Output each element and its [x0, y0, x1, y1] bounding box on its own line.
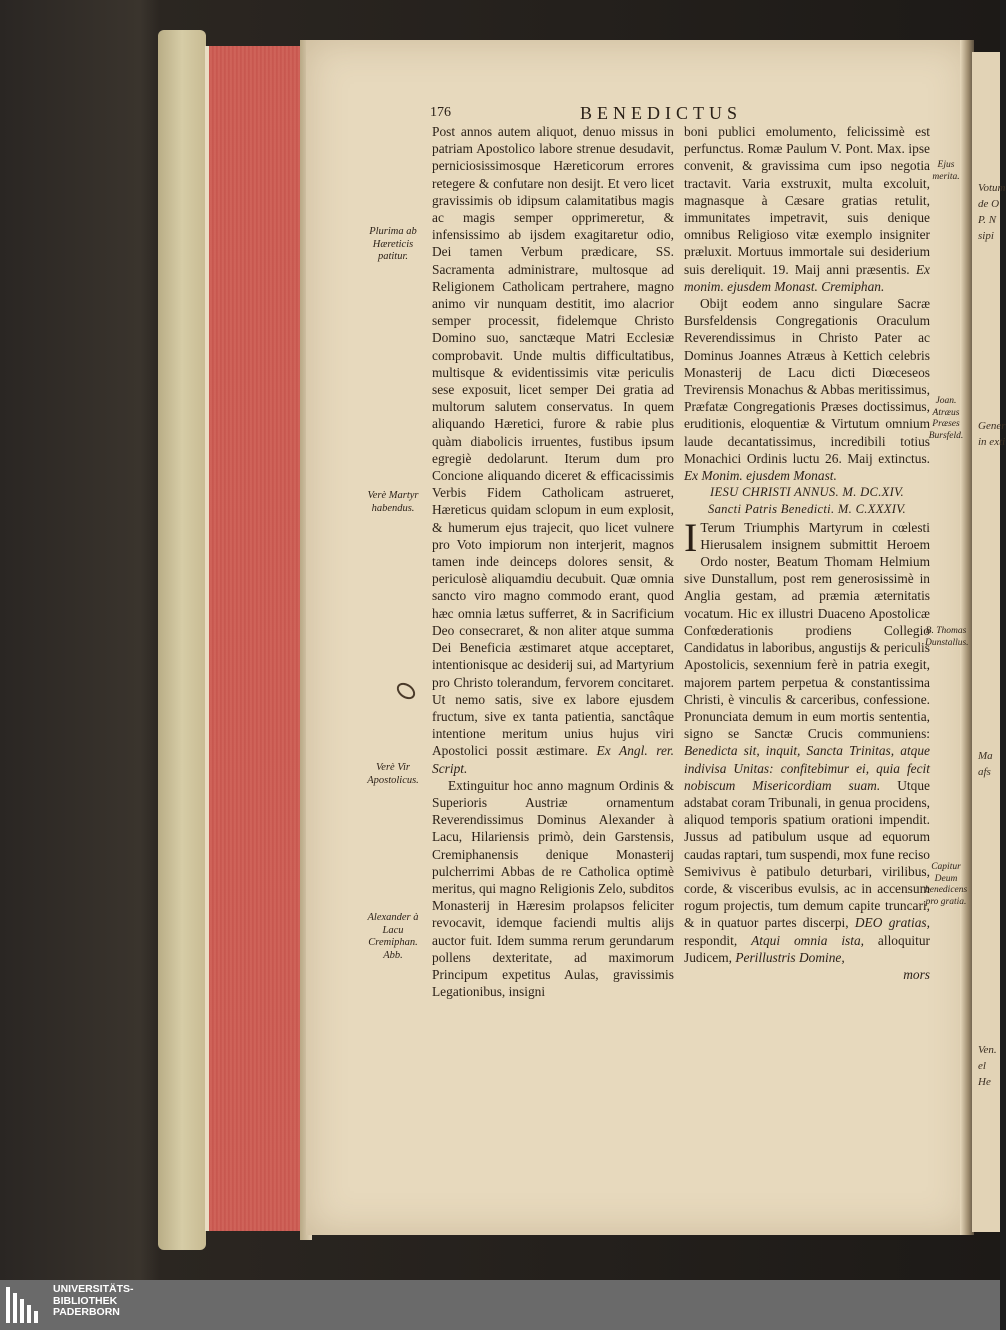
margin-note-left: Verè Vir Apostolicus.	[367, 762, 419, 786]
next-page-fragment: Ma	[978, 750, 993, 762]
next-page-fragment: sipi	[978, 230, 994, 242]
next-page-fragment: el	[978, 1060, 986, 1072]
next-page-fragment: Votum	[978, 182, 1006, 194]
drop-capital: I	[684, 514, 698, 560]
margin-note-right: Joan. Atræus Præses Bursfeld.	[928, 396, 964, 441]
source-reference: Ex monim. ejusdem Monast. Cremiphan.	[684, 261, 930, 294]
page-number: 176	[430, 105, 451, 120]
margin-note-right: Capitur Deum benedicens pro gratia.	[925, 862, 968, 907]
margin-note-right: Ejus merita.	[932, 160, 960, 182]
library-logo-icon	[6, 1287, 42, 1323]
footer-bar	[0, 1280, 1000, 1330]
source-reference: Ex Angl. rer. Script.	[432, 743, 674, 776]
paragraph-alexander-cont: boni publici emolumento, felicissimè est perfunctus. Romæ Paulum V. Pont. Max. ipse convenit, & gravissima cum ipso negotia tractavit. Varia exstruxit, multa excoluit, magnasque à Cæsare gratias retulit, immunitates impetravit, suis denique omnibus Religioso vitæ exemplo insigniter præluxit. Mortuus immortale sui desiderium suis dereliquit. 19. Maij anni præsentis. Ex monim. ejusdem Monast. Cremiphan.	[684, 124, 930, 294]
library-name: UNIVERSITÄTS- BIBLIOTHEK PADERBORN	[53, 1283, 134, 1318]
year-subheading: Sancti Patris Benedicti. M. C.XXXIV.	[707, 502, 907, 517]
next-page-fragment: P. N	[978, 214, 997, 226]
next-page-fragment: de O	[978, 198, 1000, 210]
margin-note-right: B. Thomas Dunstallus.	[925, 626, 969, 648]
catchword: mors	[903, 966, 930, 982]
paragraph-martyr-narrative: Post annos autem aliquot, denuo missus in patriam Apostolico labore strenue desudavit, perniciosissimosque Hæreticorum errores retegere & confutare non desijt. Et vero licet gravissimis ob idipsum calamitatibus magis ac magis semper opprimeretur, & infensissimo ab ijsdem exagitaretur odio, Dei tamen Verbum prædicare, SS. Sacramenta administrare, multosque ad Religionem Catholicam pertrahere, magno animo vir nunquam destitit, imo alacrior semper processit, fidelemque Christo Domino suo, sanctæque Matri Ecclesiæ comprobavit. Unde multis difficultatibus, multisque & evidentissimis vitæ periculis sese exposuit, licet semper Dei gratia ad multorum salutem conservatus. In quem aliquando Hæretici, furore & rabie plus quàm diabolicis irruentes, fustibus ipsum egregiè dedolarunt. Iterum dum pro Concione aliquando diceret & efficacissimis Verbis Fidem Catholicam astrueret, Hæreticus quidam sclopum in eum explosit, & humerum ejus trajecit, quo licet vulnere pro Voto impiorum non interjerit, magnos tamen inde deinceps dolores sensit, & periculosè aliquamdiu decubuit. Quæ omnia sancto viro magno commodo erant, quod hæc omnia lætus sufferret, & in Sacrificium Deo consecraret, & non aliter atque summa Dei Beneficia æstimaret atque acceptaret, intentionisque ac desiderij sui, ad Martyrium pro Christo tolerandum, fervorem concitaret. Ut nemo satis, sive ex labore ejusdem fructum, sive ex tanta patientia, sanctâque intentione meritum unius hujus viri Apostolici possit æstimare. Ex Angl. rer. Script.	[432, 124, 674, 776]
margin-note-left: Alexander à Lacu Cremiphan. Abb.	[367, 912, 419, 961]
next-page-fragment: Gener	[978, 420, 1006, 432]
running-title: BENEDICTUS	[580, 103, 742, 123]
book-binding	[158, 30, 206, 1250]
source-reference: Ex Monim. ejusdem Monast.	[684, 468, 837, 484]
right-text-column	[684, 123, 930, 983]
next-page-fragment: He	[978, 1076, 991, 1088]
left-text-column	[432, 123, 674, 1000]
paragraph-dunstallus: I Terum Triumphis Martyrum in cœlesti Hierusalem insignem submittit Heroem Ordo noster, Beatum Thomam Helmium sive Dunstallum, post rem generosissimè in Anglia gestam, ad præmia æternitatis vocatum. Hic ex illustri Duaceno Apostolicæ Confœderationis prodiens Collegio Candidatus in laboribus, angustijs & periculis Apostolicis, sexennium ferè in patria exegit, majorem partem perpetua & constantissima Christi, è vinculis & carceribus, confessione. Pronunciata demum in eum mortis sententia, signo se Sanctæ Crucis communiens: Benedicta sit, inquit, Sancta Trinitas, atque indivisa Unitas: confitebimur ei, quia fecit nobiscum Misericordiam suam. Utque adstabat coram Tribunali, in genua procidens, aliquod temporis spatium orationi impendit. Jussus ad patibulum usque ad equorum caudas raptari, tum suspendi, mox fune reciso Semivivus è patibulo deturbari, virilibus, corde, & visceribus evulsis, ac in accensum rogum projectis, tum demum capite truncari, & in quatuor partes discerpi, DEO gratias, respondit, Atqui omnia ista, alloquitur Judicem, Perillustris Domine,	[684, 514, 930, 965]
year-heading: IESU CHRISTI ANNUS. M. DC.XIV.	[710, 485, 904, 500]
next-page-fragment: afs	[978, 766, 991, 778]
next-page-edge	[972, 52, 1006, 1232]
next-page-fragment: Ven.	[978, 1044, 997, 1056]
margin-note-left: Plurima ab Hæreticis patitur.	[369, 226, 417, 262]
next-page-fragment: in exti	[978, 436, 1006, 448]
margin-note-left: Verè Martyr habendus.	[367, 490, 419, 514]
paragraph-atraeus: Obijt eodem anno singulare Sacræ Bursfeldensis Congregationis Oraculum Reverendissimus in Christo Pater ac Dominus Joannes Atræus à Kettich celebris Monasterij de Lacu dicti Diœceseos Trevirensis Monachus & Abbas meritissimus, Præfatæ Congregationis Præses doctissimus, eruditionis, eloquentiæ & Virtutum omnium laude decantatissimus, incredibili totius Monachici Ordinis luctu 26. Maij extinctus. Ex Monim. ejusdem Monast.	[684, 296, 930, 484]
red-page-edges	[205, 46, 307, 1231]
paragraph-alexander: Extinguitur hoc anno magnum Ordinis & Superioris Austriæ ornamentum Reverendissimus Dominus Alexander à Lacu, Hilariensis primò, dein Garstensis, Cremiphanensis denique Monasterij pulcherrimi Abbas de re Catholica optimè meritus, qui magno Religionis Zelo, subditos Monasterij in Hæresim prolapsos feliciter revocavit, idemque faciendi multis alijs auctor fuit. Idem summa rerum gerundarum pollens dexteritate, ad maximorum Principum expetitus Aulas, gravissimis Legationibus, insigni	[432, 777, 674, 1000]
